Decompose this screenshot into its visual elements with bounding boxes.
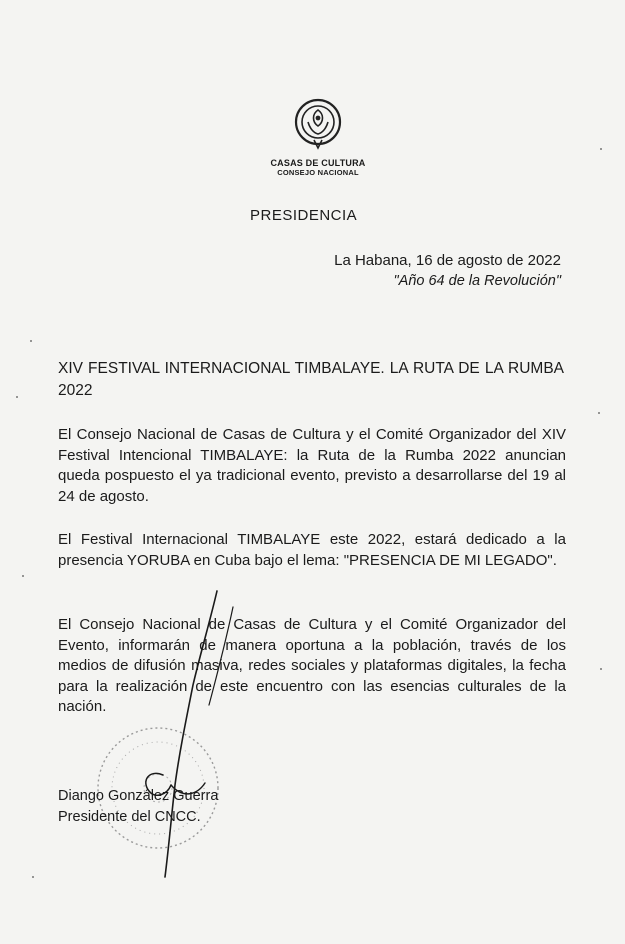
paragraph-1: El Consejo Nacional de Casas de Cultura y el Comité Organizador del XIV Festival Intencional TIMBALAYE: la Ruta de la Rumba 2022 anuncian queda pospuesto el ya tradicional evento, previsto a desarrollarse del 19 al 24 de agosto. (58, 426, 566, 505)
scan-speck (32, 876, 34, 878)
scan-speck (16, 396, 18, 398)
signatory-title: Presidente del CNCC. (58, 809, 201, 825)
scan-speck (30, 340, 32, 342)
scan-speck (600, 148, 602, 150)
paragraph-3: El Consejo Nacional de Casas de Cultura y el Comité Organizador del Evento, informarán de manera oportuna a la población, través de los medios de difusión masiva, redes sociales y plataformas digitales, la fecha para la realización de este encuentro con las esencias culturales de la nación. (58, 616, 566, 715)
letter-subject: XIV FESTIVAL INTERNACIONAL TIMBALAYE. LA RUTA DE LA RUMBA 2022 (58, 360, 564, 399)
org-name-line1: CASAS DE CULTURA (270, 158, 366, 168)
year-motto: "Año 64 de la Revolución" (393, 273, 561, 289)
scan-speck (600, 668, 602, 670)
scan-speck (598, 412, 600, 414)
scan-speck (22, 575, 24, 577)
place-date: La Habana, 16 de agosto de 2022 (334, 252, 561, 269)
casas-de-cultura-emblem-icon (292, 96, 344, 154)
org-logo (270, 96, 366, 177)
org-name-line2: CONSEJO NACIONAL (277, 168, 359, 177)
signatory-name: Diango González Guerra (58, 788, 219, 804)
office-heading: PRESIDENCIA (250, 207, 358, 224)
paragraph-2: El Festival Internacional TIMBALAYE este 2022, estará dedicado a la presencia YORUBA en Cuba bajo el lema: "PRESENCIA DE MI LEGADO". (58, 531, 566, 569)
